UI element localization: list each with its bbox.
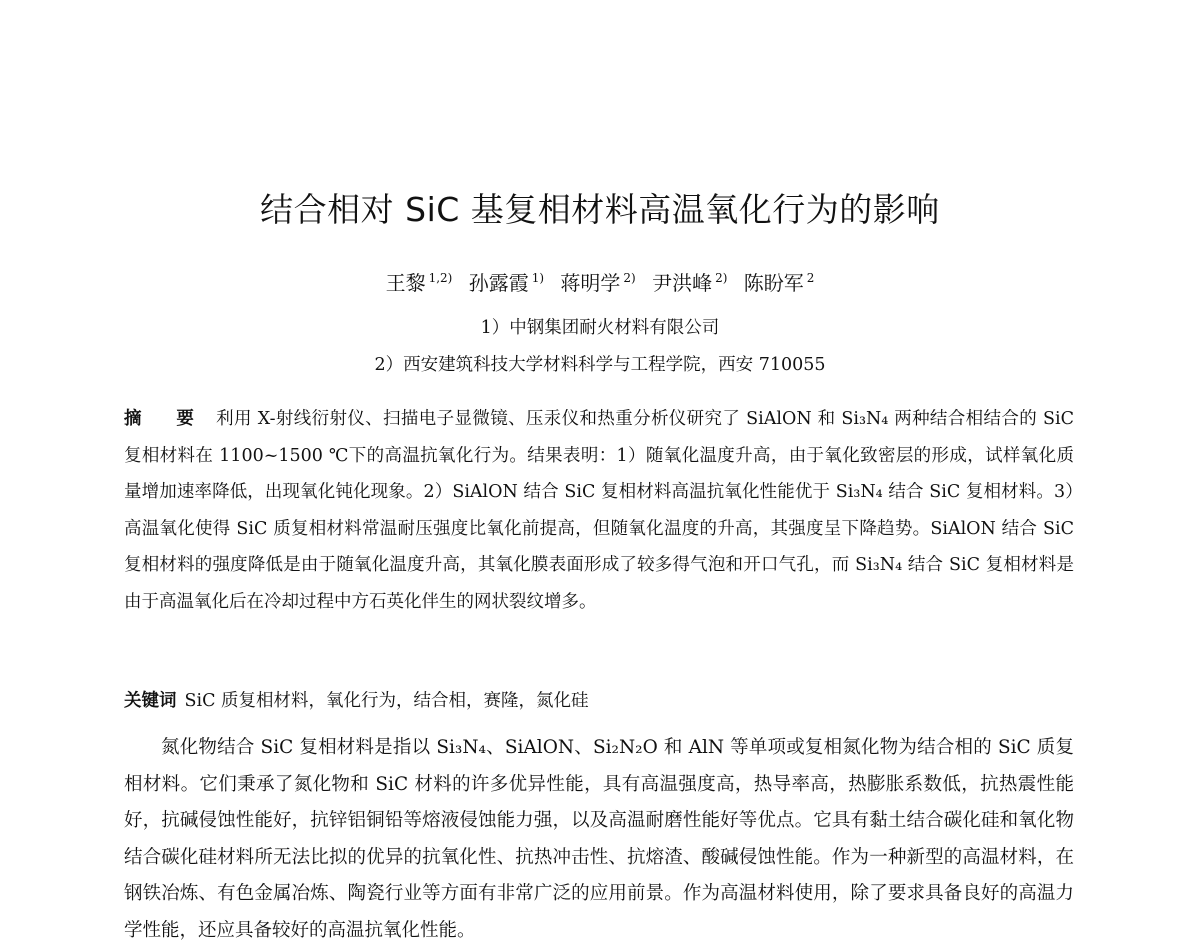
author-affiliation-mark: 2 <box>806 271 815 285</box>
author-name: 王黎 <box>385 271 426 295</box>
abstract-text: 利用 X-射线衍射仪、扫描电子显微镜、压汞仪和热重分析仪研究了 SiAlON 和 Si₃N₄ 两种结合相结合的 SiC 复相材料在 1100~1500 ℃下的高温抗氧化行为。结果表明：1）随氧化温度升高，由于氧化致密层的形成，试样氧化质量增加速率降低，出现氧化钝化现象。2）SiAlON 结合 SiC 复相材料高温抗氧化性能优于 Si₃N₄ 结合 SiC 复相材料。3）高温氧化使得 SiC 质复相材料常温耐压强度比氧化前提高，但随氧化温度的升高，其强度呈下降趋势。SiAlON 结合 SiC 复相材料的强度降低是由于随氧化温度升高，其氧化膜表面形成了较多得气泡和开口气孔，而 Si₃N₄ 结合 SiC 复相材料是由于高温氧化后在冷却过程中方石英化伴生的网状裂纹增多。 <box>124 409 1074 612</box>
author <box>386 271 453 295</box>
author-affiliation-mark: 2) <box>715 271 728 285</box>
author-name: 陈盼军 <box>743 271 804 295</box>
author <box>560 271 635 295</box>
author-name: 尹洪峰 <box>652 271 713 295</box>
keywords <box>124 687 1074 715</box>
body-paragraph: 氮化物结合 SiC 复相材料是指以 Si₃N₄、SiAlON、Si₂N₂O 和 AlN 等单项或复相氮化物为结合相的 SiC 质复相材料。它们秉承了氮化物和 SiC 材料的许多优异性能，具有高温强度高，热导率高，热膨胀系数低，抗热震性能好，抗碱侵蚀性能好，抗锌铝铜铅等熔液侵蚀能力强，以及高温耐磨性能好等优点。它具有黏土结合碳化硅和氧化物结合碳化硅材料所无法比拟的优异的抗氧化性、抗热冲击性、抗熔渣、酸碱侵蚀性能。作为一种新型的高温材料，在钢铁冶炼、有色金属冶炼、陶瓷行业等方面有非常广泛的应用前景。作为高温材料使用，除了要求具备良好的高温力学性能，还应具备较好的高温抗氧化性能。 <box>124 737 1074 941</box>
paper-title: 结合相对 SiC 基复相材料高温氧化行为的影响 <box>260 190 940 229</box>
abstract-label: 摘 要 <box>124 409 209 429</box>
affiliation-1: 1）中钢集团耐火材料有限公司 <box>480 318 720 338</box>
author-list <box>0 267 1200 296</box>
abstract <box>124 401 1074 620</box>
author-affiliation-mark: 2) <box>623 271 636 285</box>
author-name: 蒋明学 <box>560 271 621 295</box>
affiliation-2: 2）西安建筑科技大学材料科学与工程学院，西安 710055 <box>374 355 826 375</box>
keywords-text: SiC 质复相材料，氧化行为，结合相，赛隆，氮化硅 <box>184 691 589 711</box>
author-affiliation-mark: 1) <box>531 271 545 285</box>
keywords-label: 关键词 <box>124 691 177 711</box>
author <box>652 271 727 295</box>
author <box>469 271 544 295</box>
author-affiliation-mark: 1,2) <box>428 271 453 285</box>
author <box>744 271 815 295</box>
author-name: 孙露霞 <box>468 271 529 295</box>
